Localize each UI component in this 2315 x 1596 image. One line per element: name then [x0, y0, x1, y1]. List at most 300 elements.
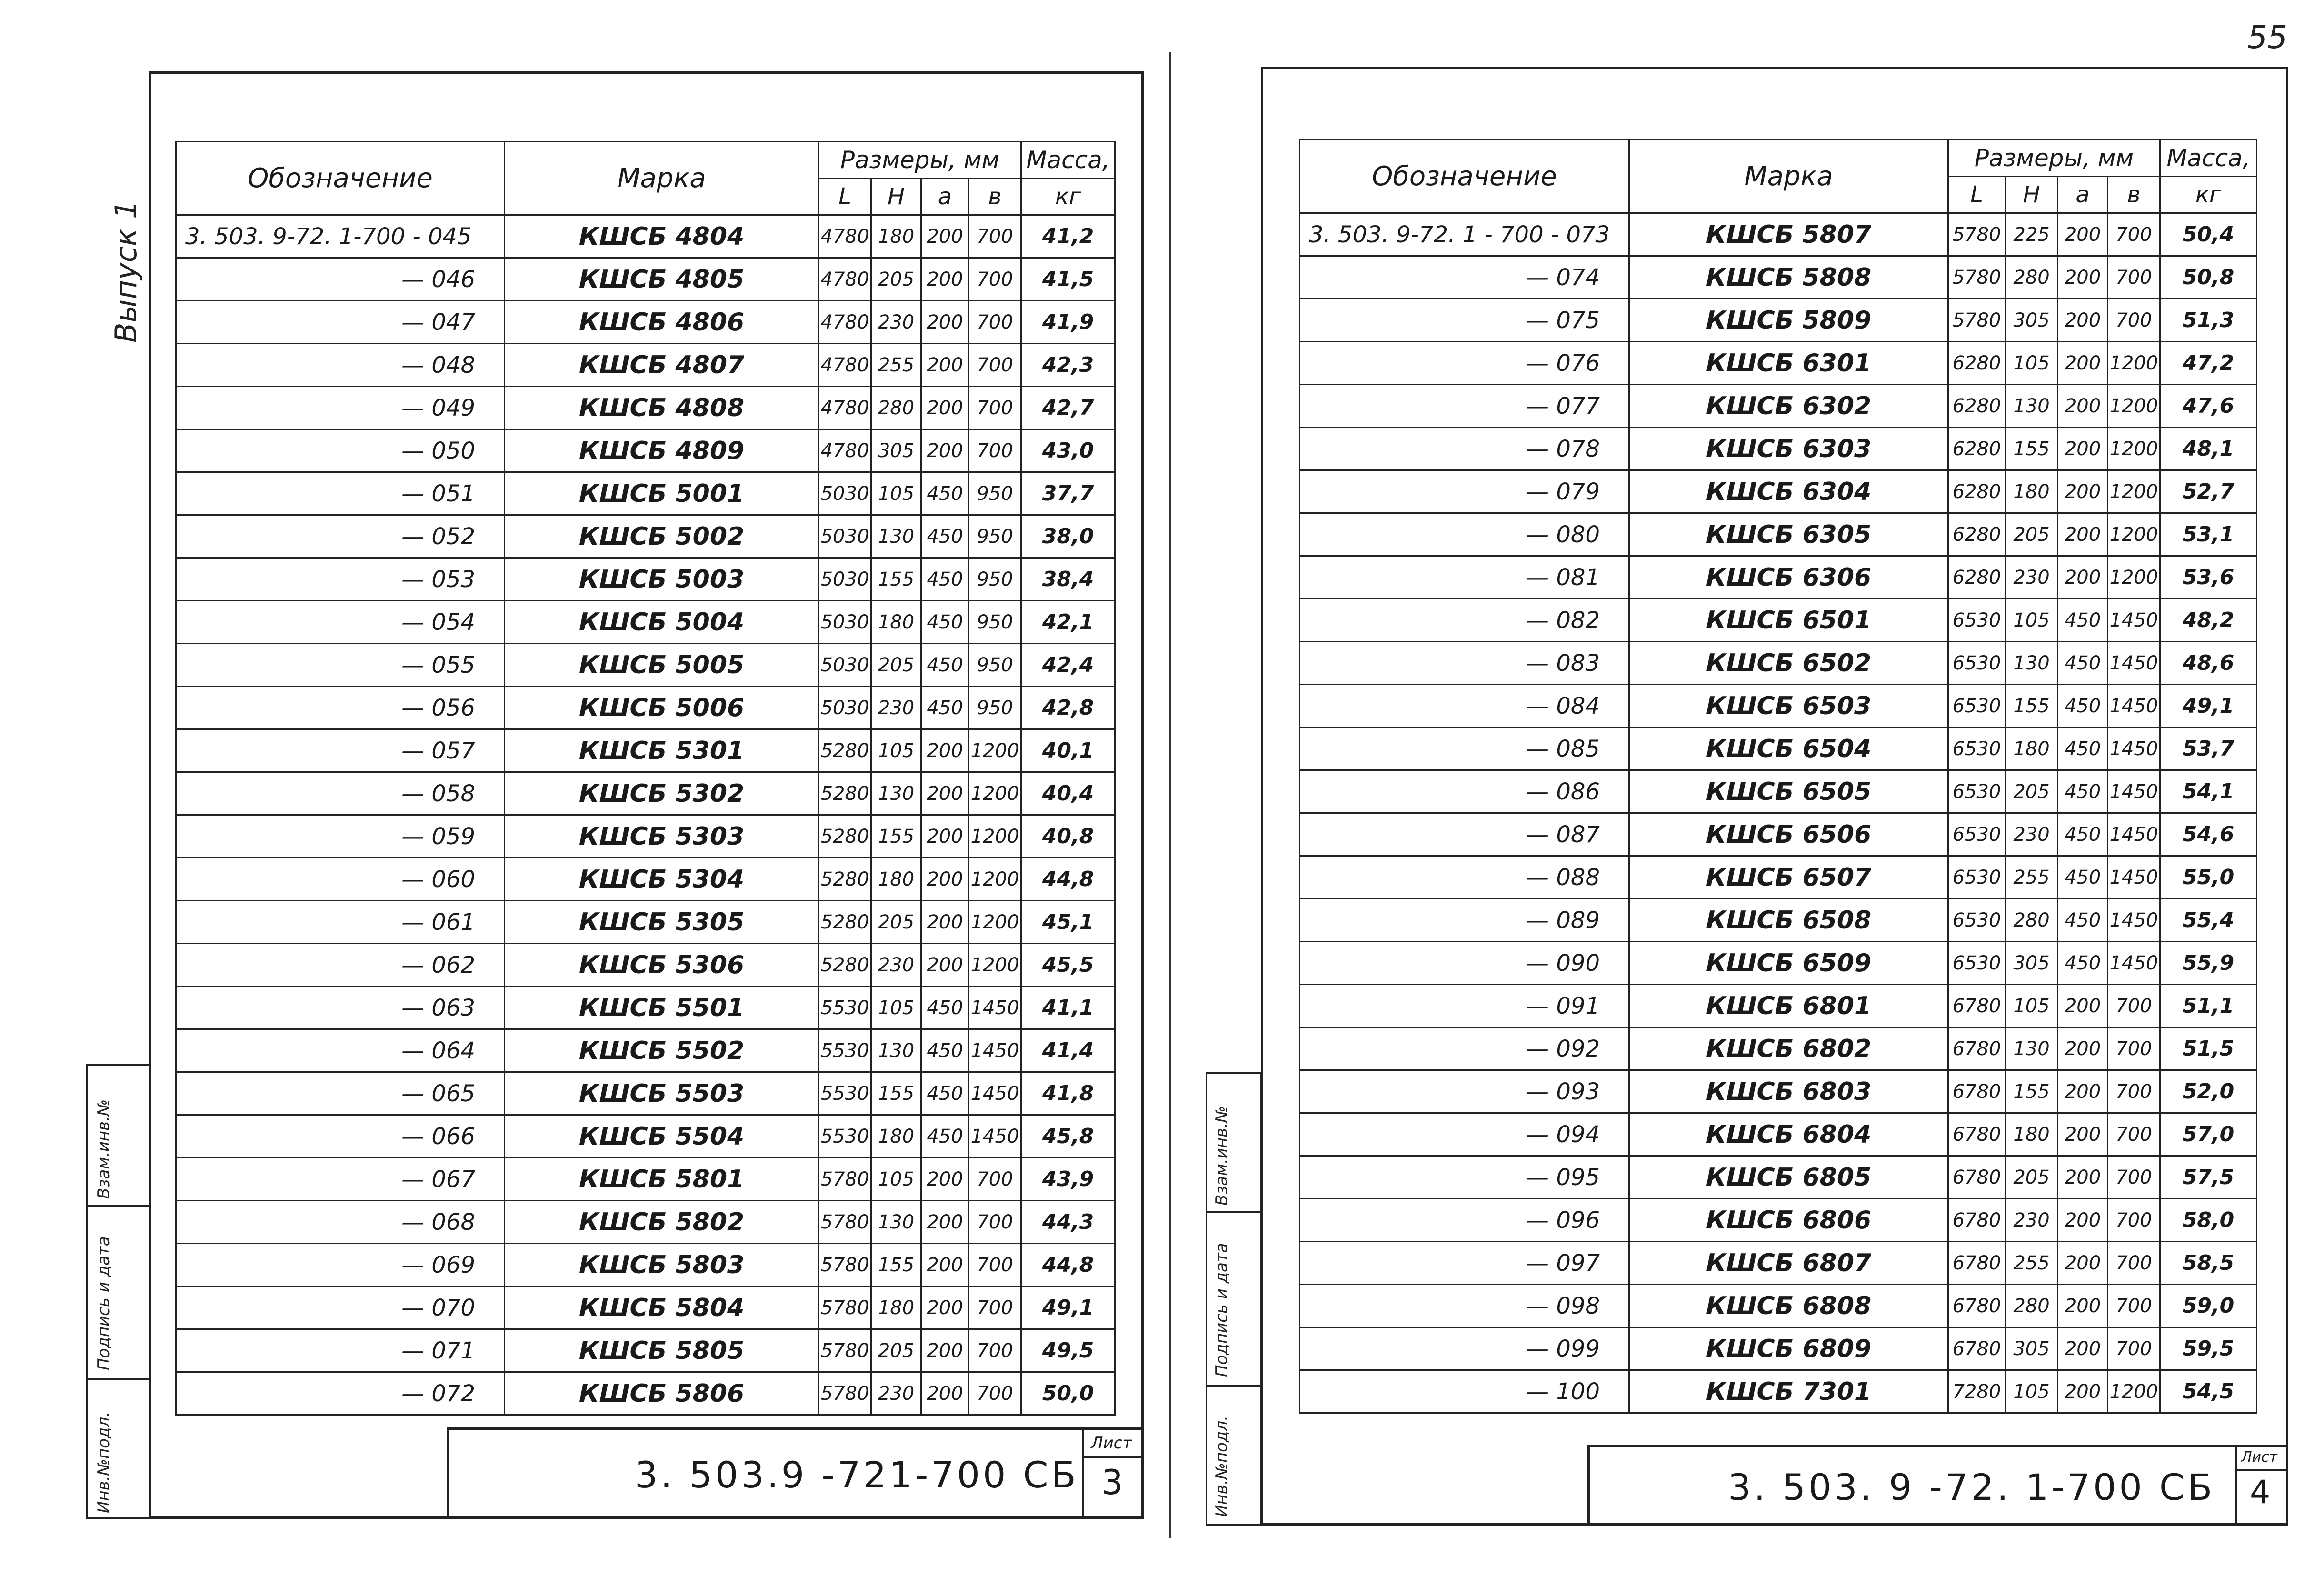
height-cell: 130	[2006, 1027, 2058, 1070]
table-row	[176, 301, 1115, 344]
length-cell: 6530	[1948, 770, 2006, 813]
mark-cell: КШСБ 5006	[505, 687, 819, 729]
a-cell: 450	[921, 1115, 969, 1158]
mark-cell: КШСБ 6806	[1629, 1199, 1948, 1242]
mass-cell: 49,5	[1021, 1329, 1115, 1372]
mass-cell: 49,1	[2160, 685, 2257, 728]
b-cell: 1450	[2108, 599, 2160, 642]
a-cell: 200	[921, 1287, 969, 1329]
table-row	[176, 1329, 1115, 1372]
a-cell: 450	[2058, 942, 2108, 985]
a-cell: 200	[921, 258, 969, 301]
designation-cell: — 087	[1300, 813, 1629, 856]
height-cell: 105	[2006, 1370, 2058, 1413]
length-cell: 6780	[1948, 1156, 2006, 1199]
b-cell: 950	[969, 644, 1021, 687]
a-cell: 450	[2058, 685, 2108, 728]
mark-cell: КШСБ 5001	[505, 472, 819, 515]
strip-label-signature: Подпись и дата	[1212, 1243, 1231, 1377]
mass-cell: 42,3	[1021, 344, 1115, 387]
a-cell: 200	[921, 858, 969, 901]
b-cell: 1450	[969, 987, 1021, 1029]
a-cell: 200	[2058, 428, 2108, 470]
designation-cell: — 051	[176, 472, 505, 515]
header-dimensions: Размеры, мм	[1948, 140, 2160, 177]
designation-cell: — 054	[176, 601, 505, 644]
right-sheet-number: 4	[2250, 1474, 2271, 1511]
designation-cell: — 100	[1300, 1370, 1629, 1413]
a-cell: 200	[2058, 213, 2108, 256]
mark-cell: КШСБ 5501	[505, 987, 819, 1029]
table-row	[176, 344, 1115, 387]
height-cell: 230	[2006, 556, 2058, 599]
b-cell: 950	[969, 601, 1021, 644]
b-cell: 700	[2108, 985, 2160, 1027]
height-cell: 205	[871, 901, 921, 944]
height-cell: 230	[2006, 813, 2058, 856]
designation-cell: — 059	[176, 815, 505, 858]
length-cell: 5280	[819, 815, 871, 858]
a-cell: 200	[2058, 1199, 2108, 1242]
table-row	[1300, 770, 2257, 813]
mass-cell: 58,5	[2160, 1242, 2257, 1285]
b-cell: 1200	[2108, 556, 2160, 599]
table-row	[1300, 1242, 2257, 1285]
table-row	[176, 644, 1115, 687]
strip-label-inv-replace: Взам.инв.№	[94, 1099, 113, 1199]
a-cell: 200	[2058, 1113, 2108, 1156]
table-row	[1300, 1370, 2257, 1413]
a-cell: 450	[2058, 599, 2108, 642]
b-cell: 1450	[2108, 770, 2160, 813]
b-cell: 950	[969, 472, 1021, 515]
mass-cell: 49,1	[1021, 1287, 1115, 1329]
header-mark: Марка	[505, 142, 819, 215]
length-cell: 5780	[1948, 213, 2006, 256]
table-row	[1300, 428, 2257, 470]
designation-cell: — 086	[1300, 770, 1629, 813]
a-cell: 200	[2058, 470, 2108, 513]
b-cell: 1200	[969, 772, 1021, 815]
height-cell: 205	[2006, 513, 2058, 556]
a-cell: 450	[2058, 856, 2108, 899]
table-row	[1300, 899, 2257, 942]
mass-cell: 51,5	[2160, 1027, 2257, 1070]
left-sheet-label: Лист	[1091, 1434, 1132, 1453]
mark-cell: КШСБ 5805	[505, 1329, 819, 1372]
right-title-block	[1587, 1445, 2288, 1526]
mark-cell: КШСБ 5306	[505, 944, 819, 987]
length-cell: 5780	[819, 1287, 871, 1329]
length-cell: 5780	[819, 1201, 871, 1244]
mass-cell: 44,8	[1021, 858, 1115, 901]
mark-cell: КШСБ 6505	[1629, 770, 1948, 813]
table-row	[1300, 1327, 2257, 1370]
designation-cell: — 071	[176, 1329, 505, 1372]
left-document-code: 3. 503.9 -721-700 СБ	[635, 1454, 1079, 1496]
height-cell: 230	[871, 301, 921, 344]
designation-cell: — 085	[1300, 728, 1629, 770]
height-cell: 280	[2006, 1285, 2058, 1327]
designation-cell: — 091	[1300, 985, 1629, 1027]
a-cell: 450	[921, 515, 969, 558]
length-cell: 5780	[819, 1244, 871, 1287]
table-row	[176, 515, 1115, 558]
length-cell: 5030	[819, 472, 871, 515]
designation-cell: — 097	[1300, 1242, 1629, 1285]
b-cell: 1200	[969, 729, 1021, 772]
mass-cell: 43,0	[1021, 429, 1115, 472]
designation-cell: — 060	[176, 858, 505, 901]
designation-cell: — 099	[1300, 1327, 1629, 1370]
mass-cell: 53,6	[2160, 556, 2257, 599]
mark-cell: КШСБ 6809	[1629, 1327, 1948, 1370]
mark-cell: КШСБ 6507	[1629, 856, 1948, 899]
left-edition-label: Выпуск 1	[109, 200, 143, 343]
a-cell: 450	[921, 1029, 969, 1072]
mark-cell: КШСБ 6508	[1629, 899, 1948, 942]
table-row	[1300, 942, 2257, 985]
height-cell: 255	[2006, 1242, 2058, 1285]
strip-label-inv-orig: Инв.№подл.	[94, 1412, 113, 1513]
b-cell: 700	[969, 1158, 1021, 1201]
mark-cell: КШСБ 5301	[505, 729, 819, 772]
a-cell: 200	[921, 1201, 969, 1244]
designation-cell: — 068	[176, 1201, 505, 1244]
mark-cell: КШСБ 5809	[1629, 299, 1948, 342]
a-cell: 200	[2058, 556, 2108, 599]
length-cell: 4780	[819, 387, 871, 429]
left-side-strip	[86, 1064, 150, 1519]
left-spec-table	[175, 141, 1116, 1416]
height-cell: 155	[871, 1072, 921, 1115]
mark-cell: КШСБ 5302	[505, 772, 819, 815]
left-sheet-cell	[1082, 1430, 1141, 1516]
length-cell: 6280	[1948, 470, 2006, 513]
b-cell: 1450	[2108, 899, 2160, 942]
mass-cell: 51,1	[2160, 985, 2257, 1027]
mark-cell: КШСБ 5804	[505, 1287, 819, 1329]
length-cell: 5530	[819, 1029, 871, 1072]
designation-cell: — 084	[1300, 685, 1629, 728]
mass-cell: 45,8	[1021, 1115, 1115, 1158]
designation-cell: — 081	[1300, 556, 1629, 599]
height-cell: 155	[871, 1244, 921, 1287]
designation-cell: — 090	[1300, 942, 1629, 985]
b-cell: 700	[969, 344, 1021, 387]
height-cell: 155	[2006, 428, 2058, 470]
mark-cell: КШСБ 4806	[505, 301, 819, 344]
strip-label-inv-orig: Инв.№подл.	[1212, 1416, 1231, 1517]
height-cell: 180	[871, 1115, 921, 1158]
mark-cell: КШСБ 5003	[505, 558, 819, 601]
table-row	[1300, 299, 2257, 342]
b-cell: 700	[969, 1244, 1021, 1287]
designation-cell: — 079	[1300, 470, 1629, 513]
mass-cell: 50,8	[2160, 256, 2257, 299]
length-cell: 5280	[819, 944, 871, 987]
table-row	[176, 1029, 1115, 1072]
b-cell: 1450	[969, 1029, 1021, 1072]
b-cell: 1450	[2108, 728, 2160, 770]
header-mass-unit: кг	[1021, 179, 1115, 215]
table-row	[176, 729, 1115, 772]
length-cell: 5530	[819, 1115, 871, 1158]
height-cell: 105	[871, 1158, 921, 1201]
table-row	[1300, 856, 2257, 899]
designation-cell: — 072	[176, 1372, 505, 1415]
header-a: a	[921, 179, 969, 215]
b-cell: 1200	[969, 815, 1021, 858]
a-cell: 200	[2058, 1156, 2108, 1199]
designation-cell: — 058	[176, 772, 505, 815]
length-cell: 4780	[819, 429, 871, 472]
mass-cell: 53,1	[2160, 513, 2257, 556]
a-cell: 450	[2058, 728, 2108, 770]
b-cell: 700	[969, 301, 1021, 344]
a-cell: 200	[921, 1329, 969, 1372]
mass-cell: 48,6	[2160, 642, 2257, 685]
b-cell: 1200	[969, 901, 1021, 944]
mass-cell: 41,1	[1021, 987, 1115, 1029]
mark-cell: КШСБ 6503	[1629, 685, 1948, 728]
designation-cell: — 050	[176, 429, 505, 472]
designation-cell: — 094	[1300, 1113, 1629, 1156]
mass-cell: 59,5	[2160, 1327, 2257, 1370]
length-cell: 6530	[1948, 728, 2006, 770]
mass-cell: 48,2	[2160, 599, 2257, 642]
mark-cell: КШСБ 5004	[505, 601, 819, 644]
header-designation: Обозначение	[1300, 140, 1629, 213]
mark-cell: КШСБ 6506	[1629, 813, 1948, 856]
table-row	[176, 1287, 1115, 1329]
header-b: в	[2108, 177, 2160, 213]
mass-cell: 54,1	[2160, 770, 2257, 813]
a-cell: 450	[921, 687, 969, 729]
mark-cell: КШСБ 6804	[1629, 1113, 1948, 1156]
mass-cell: 54,6	[2160, 813, 2257, 856]
a-cell: 450	[921, 987, 969, 1029]
b-cell: 1450	[969, 1072, 1021, 1115]
a-cell: 200	[921, 815, 969, 858]
page-number: 55	[2247, 19, 2287, 56]
a-cell: 200	[921, 944, 969, 987]
designation-cell: — 055	[176, 644, 505, 687]
mass-cell: 57,5	[2160, 1156, 2257, 1199]
b-cell: 700	[969, 387, 1021, 429]
mass-cell: 55,4	[2160, 899, 2257, 942]
header-H: H	[871, 179, 921, 215]
table-row	[1300, 556, 2257, 599]
header-a: a	[2058, 177, 2108, 213]
designation-cell: — 063	[176, 987, 505, 1029]
table-row	[176, 558, 1115, 601]
length-cell: 6780	[1948, 985, 2006, 1027]
table-row	[176, 944, 1115, 987]
b-cell: 1450	[969, 1115, 1021, 1158]
designation-cell: — 048	[176, 344, 505, 387]
height-cell: 130	[871, 1201, 921, 1244]
b-cell: 700	[969, 1201, 1021, 1244]
height-cell: 230	[871, 687, 921, 729]
mass-cell: 38,0	[1021, 515, 1115, 558]
mark-cell: КШСБ 7301	[1629, 1370, 1948, 1413]
length-cell: 6780	[1948, 1199, 2006, 1242]
table-row	[1300, 813, 2257, 856]
length-cell: 6780	[1948, 1327, 2006, 1370]
mark-cell: КШСБ 6305	[1629, 513, 1948, 556]
height-cell: 180	[2006, 470, 2058, 513]
mass-cell: 52,0	[2160, 1070, 2257, 1113]
mark-cell: КШСБ 5503	[505, 1072, 819, 1115]
length-cell: 6280	[1948, 385, 2006, 428]
length-cell: 6530	[1948, 599, 2006, 642]
b-cell: 700	[2108, 1156, 2160, 1199]
right-sheet-label: Лист	[2241, 1449, 2278, 1466]
a-cell: 200	[2058, 299, 2108, 342]
height-cell: 205	[871, 644, 921, 687]
mass-cell: 44,3	[1021, 1201, 1115, 1244]
b-cell: 1200	[2108, 513, 2160, 556]
length-cell: 5780	[819, 1158, 871, 1201]
height-cell: 130	[871, 515, 921, 558]
mark-cell: КШСБ 6306	[1629, 556, 1948, 599]
designation-cell: — 047	[176, 301, 505, 344]
designation-cell: — 056	[176, 687, 505, 729]
mass-cell: 41,5	[1021, 258, 1115, 301]
table-row	[176, 601, 1115, 644]
length-cell: 4780	[819, 301, 871, 344]
length-cell: 7280	[1948, 1370, 2006, 1413]
height-cell: 130	[2006, 642, 2058, 685]
mass-cell: 43,9	[1021, 1158, 1115, 1201]
height-cell: 305	[2006, 299, 2058, 342]
height-cell: 255	[871, 344, 921, 387]
b-cell: 700	[969, 1372, 1021, 1415]
mark-cell: КШСБ 6302	[1629, 385, 1948, 428]
table-row	[176, 472, 1115, 515]
designation-cell: — 067	[176, 1158, 505, 1201]
mass-cell: 58,0	[2160, 1199, 2257, 1242]
height-cell: 105	[871, 472, 921, 515]
mark-cell: КШСБ 4805	[505, 258, 819, 301]
height-cell: 105	[871, 729, 921, 772]
a-cell: 450	[921, 558, 969, 601]
designation-cell: 3. 503. 9-72. 1-700 - 045	[176, 215, 505, 258]
a-cell: 200	[921, 729, 969, 772]
designation-cell: — 074	[1300, 256, 1629, 299]
length-cell: 6780	[1948, 1113, 2006, 1156]
table-row	[1300, 599, 2257, 642]
a-cell: 450	[921, 1072, 969, 1115]
designation-cell: — 057	[176, 729, 505, 772]
height-cell: 180	[871, 858, 921, 901]
length-cell: 6530	[1948, 899, 2006, 942]
mass-cell: 44,8	[1021, 1244, 1115, 1287]
b-cell: 700	[2108, 1327, 2160, 1370]
a-cell: 450	[921, 601, 969, 644]
a-cell: 200	[2058, 985, 2108, 1027]
length-cell: 4780	[819, 344, 871, 387]
height-cell: 180	[871, 1287, 921, 1329]
mark-cell: КШСБ 5305	[505, 901, 819, 944]
table-row	[1300, 1285, 2257, 1327]
mass-cell: 47,6	[2160, 385, 2257, 428]
mass-cell: 40,4	[1021, 772, 1115, 815]
b-cell: 1200	[2108, 342, 2160, 385]
mass-cell: 38,4	[1021, 558, 1115, 601]
length-cell: 5280	[819, 729, 871, 772]
length-cell: 6780	[1948, 1285, 2006, 1327]
a-cell: 200	[2058, 513, 2108, 556]
right-sheet-cell	[2235, 1447, 2286, 1523]
b-cell: 700	[2108, 1199, 2160, 1242]
designation-cell: — 049	[176, 387, 505, 429]
mass-cell: 41,4	[1021, 1029, 1115, 1072]
a-cell: 200	[2058, 1070, 2108, 1113]
designation-cell: 3. 503. 9-72. 1 - 700 - 073	[1300, 213, 1629, 256]
table-row	[176, 815, 1115, 858]
table-row	[176, 1115, 1115, 1158]
mass-cell: 57,0	[2160, 1113, 2257, 1156]
mass-cell: 55,9	[2160, 942, 2257, 985]
height-cell: 280	[2006, 256, 2058, 299]
height-cell: 180	[2006, 728, 2058, 770]
length-cell: 6530	[1948, 685, 2006, 728]
a-cell: 200	[921, 1158, 969, 1201]
table-row	[1300, 213, 2257, 256]
height-cell: 180	[2006, 1113, 2058, 1156]
height-cell: 105	[2006, 342, 2058, 385]
height-cell: 155	[2006, 685, 2058, 728]
header-mass: Масса,	[1021, 142, 1115, 179]
left-sheet-number: 3	[1101, 1462, 1123, 1502]
mark-cell: КШСБ 5005	[505, 644, 819, 687]
mass-cell: 59,0	[2160, 1285, 2257, 1327]
length-cell: 5780	[819, 1372, 871, 1415]
height-cell: 155	[871, 815, 921, 858]
a-cell: 200	[921, 215, 969, 258]
height-cell: 205	[871, 1329, 921, 1372]
length-cell: 5030	[819, 558, 871, 601]
a-cell: 200	[921, 344, 969, 387]
table-row	[1300, 385, 2257, 428]
length-cell: 6280	[1948, 556, 2006, 599]
length-cell: 4780	[819, 258, 871, 301]
header-mass-unit: кг	[2160, 177, 2257, 213]
b-cell: 700	[969, 1329, 1021, 1372]
a-cell: 200	[921, 387, 969, 429]
a-cell: 200	[2058, 1285, 2108, 1327]
table-row	[176, 215, 1115, 258]
mark-cell: КШСБ 6504	[1629, 728, 1948, 770]
mark-cell: КШСБ 5807	[1629, 213, 1948, 256]
mark-cell: КШСБ 5808	[1629, 256, 1948, 299]
designation-cell: — 078	[1300, 428, 1629, 470]
header-designation: Обозначение	[176, 142, 505, 215]
mark-cell: КШСБ 5002	[505, 515, 819, 558]
left-title-block	[447, 1427, 1144, 1519]
height-cell: 205	[2006, 1156, 2058, 1199]
length-cell: 5780	[1948, 256, 2006, 299]
a-cell: 200	[921, 1244, 969, 1287]
header-L: L	[1948, 177, 2006, 213]
designation-cell: — 070	[176, 1287, 505, 1329]
length-cell: 6530	[1948, 942, 2006, 985]
designation-cell: — 066	[176, 1115, 505, 1158]
length-cell: 5530	[819, 987, 871, 1029]
mark-cell: КШСБ 5803	[505, 1244, 819, 1287]
